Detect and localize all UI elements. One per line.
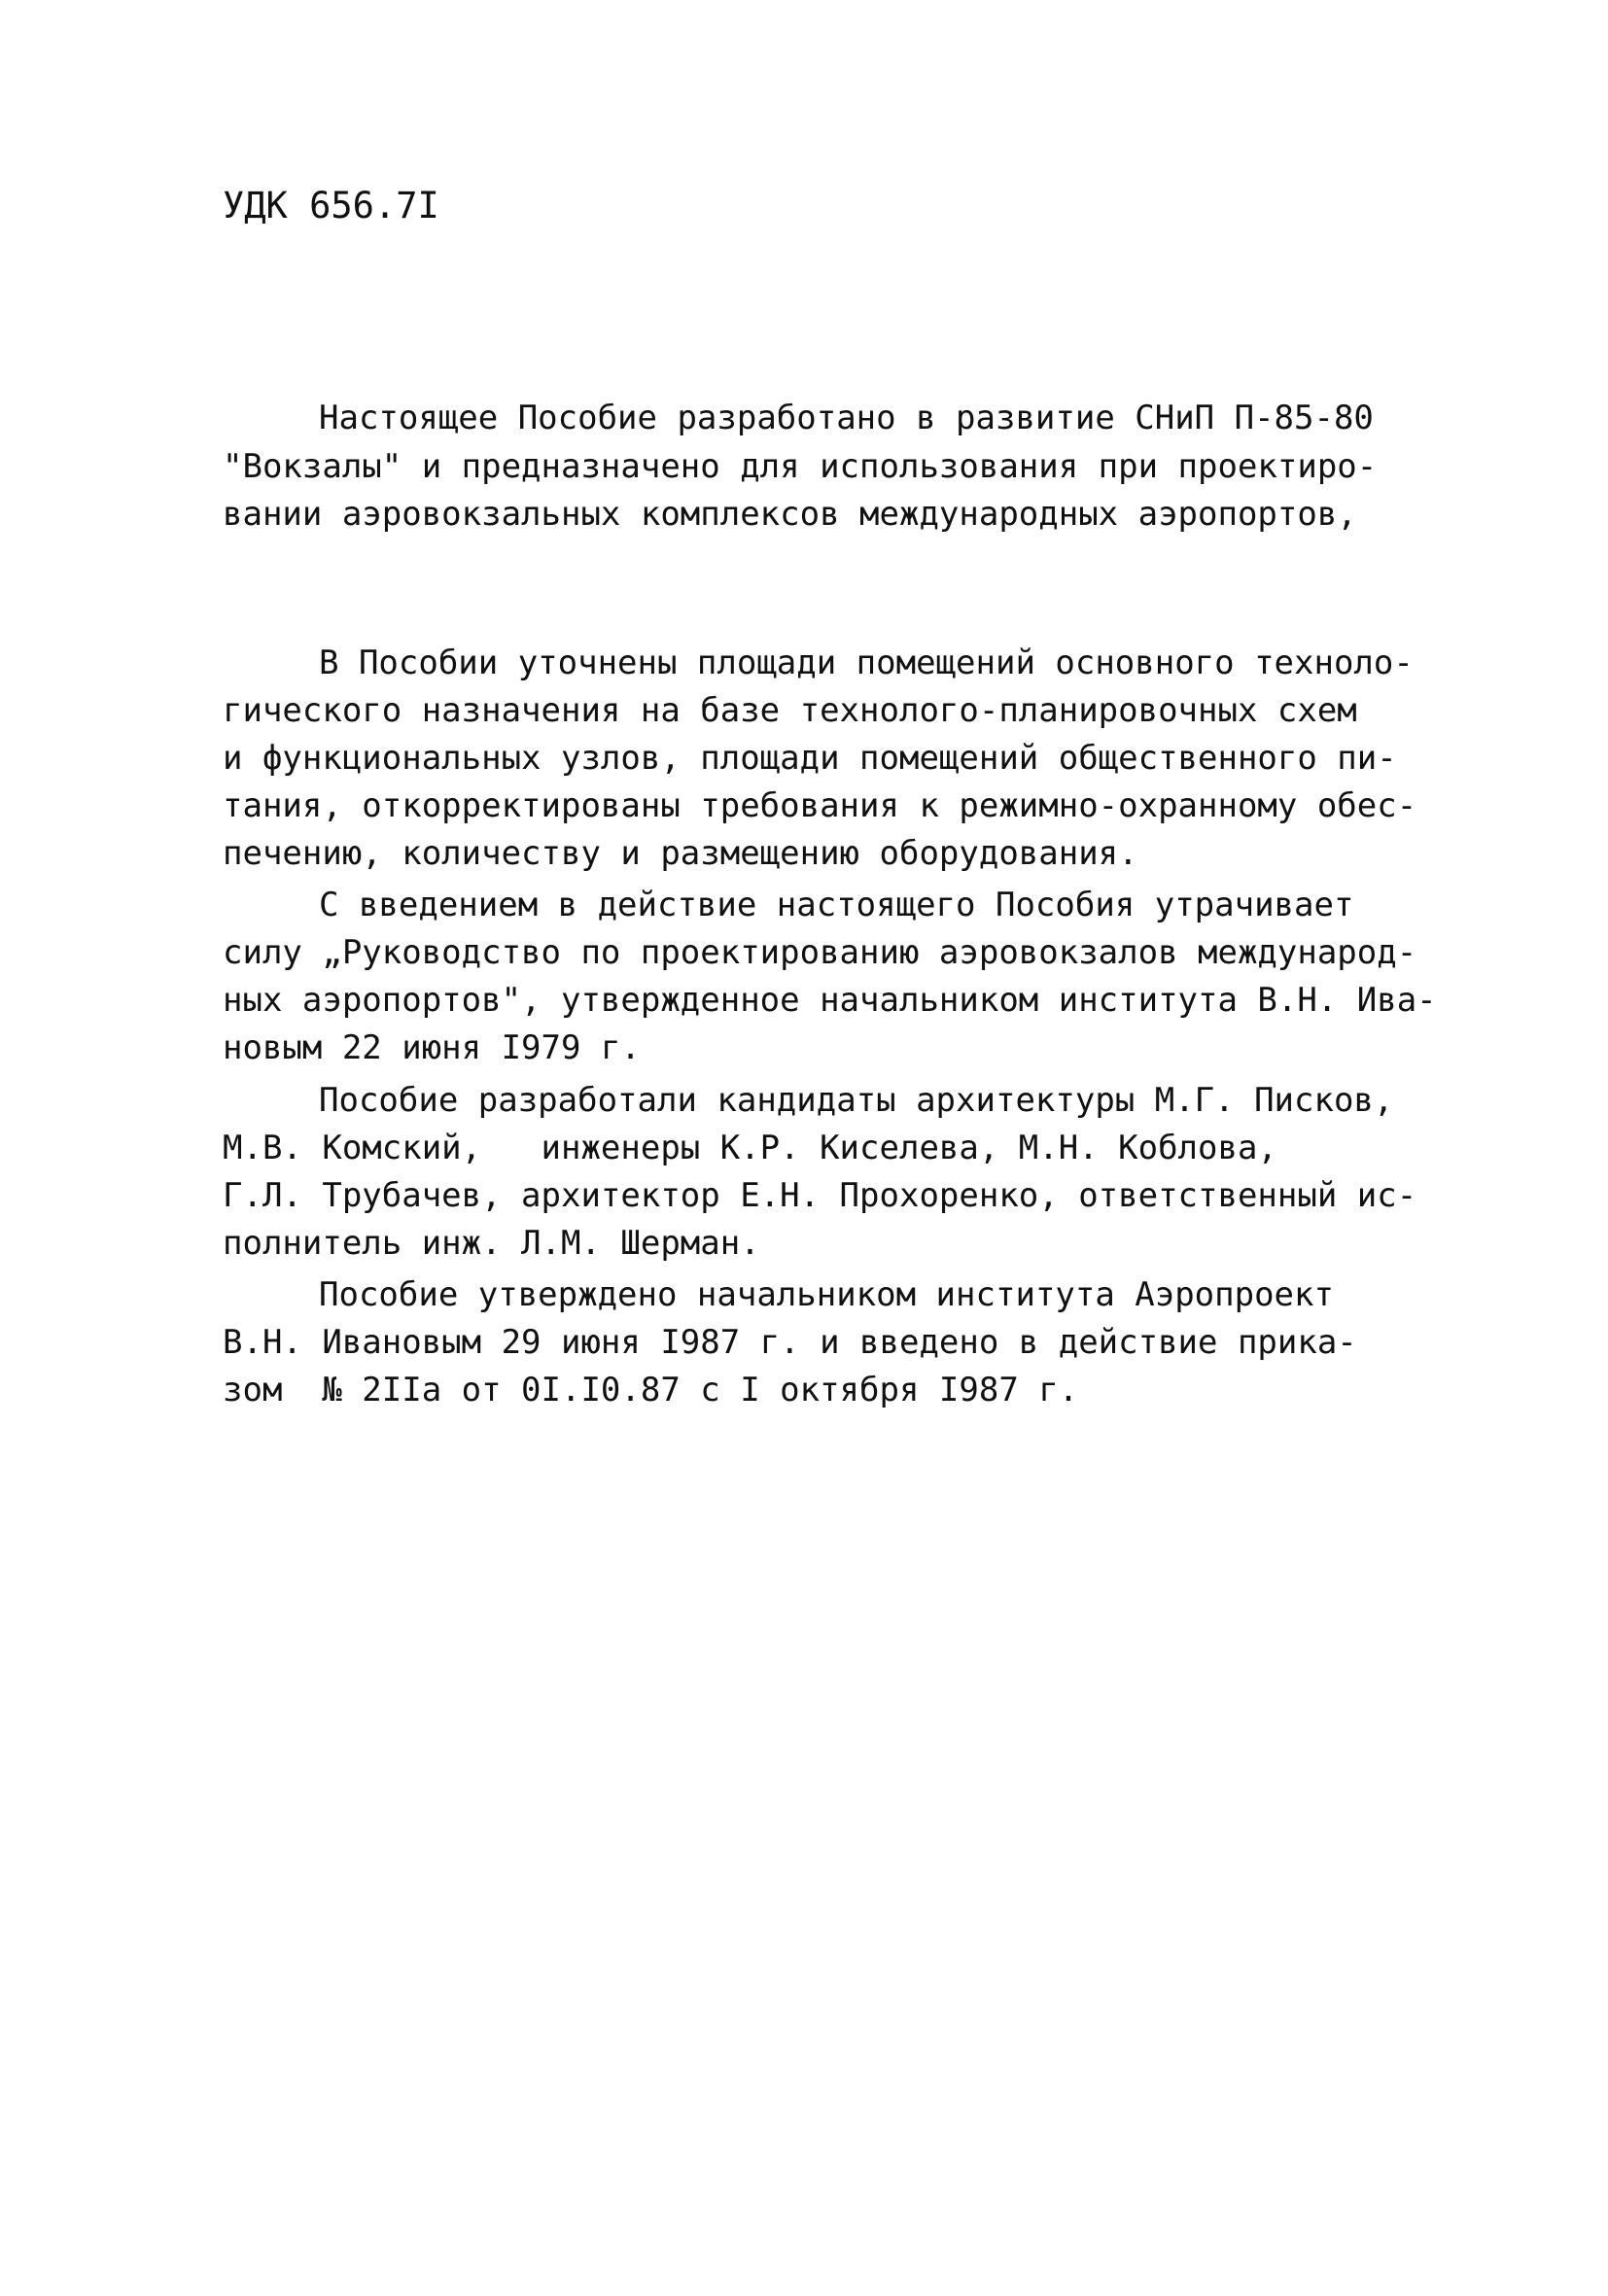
paragraph-3-line-3: ных аэропортов", утвержденное начальником института В.Н. Ива- xyxy=(223,981,1437,1020)
paragraph-4-line-4: полнитель инж. Л.М. Шерман. xyxy=(223,1224,760,1263)
paragraph-4-line-2: М.В. Комский, инженеры К.Р. Киселева, М.Н. Коблова, xyxy=(223,1129,1277,1167)
paragraph-3-line-2: силу „Руководство по проектированию аэровокзалов международ- xyxy=(223,933,1417,972)
paragraph-3-line-1: С введением в действие настоящего Пособия утрачивает xyxy=(319,886,1354,924)
paragraph-2-line-1: В Пособии уточнены площади помещений основного техноло- xyxy=(319,644,1414,682)
paragraph-2-line-3: и функциональных узлов, площади помещений общественного пи- xyxy=(223,739,1397,778)
paragraph-2-line-4: тания, откорректированы требования к режимно-охранному обес- xyxy=(223,786,1417,825)
paragraph-1-line-1: Настоящее Пособие разработано в развитие СНиП П-85-80 xyxy=(319,399,1374,437)
paragraph-4-line-1: Пособие разработали кандидаты архитектуры М.Г. Писков, xyxy=(319,1081,1394,1120)
paragraph-2-line-5: печению, количеству и размещению оборудования. xyxy=(223,834,1138,873)
paragraph-2-line-2: гического назначения на базе технолого-планировочных схем xyxy=(223,691,1357,730)
paragraph-1-line-3: вании аэровокзальных комплексов международных аэропортов, xyxy=(223,495,1357,534)
paragraph-5-line-2: В.Н. Ивановым 29 июня I987 г. и введено в действие прика- xyxy=(223,1323,1357,1362)
paragraph-1-line-2: "Вокзалы" и предназначено для использования при проектиро- xyxy=(223,447,1378,486)
paragraph-4-line-3: Г.Л. Трубачев, архитектор Е.Н. Прохоренко, ответственный ис- xyxy=(223,1176,1417,1215)
paragraph-3-line-4: новым 22 июня I979 г. xyxy=(223,1028,641,1067)
paragraph-5-line-1: Пособие утверждено начальником института Аэропроект xyxy=(319,1275,1334,1314)
paragraph-5-line-3: зом № 2IIa от 0I.I0.87 с I октября I987 г. xyxy=(223,1371,1079,1409)
udk-code: УДК 656.7I xyxy=(223,185,439,226)
